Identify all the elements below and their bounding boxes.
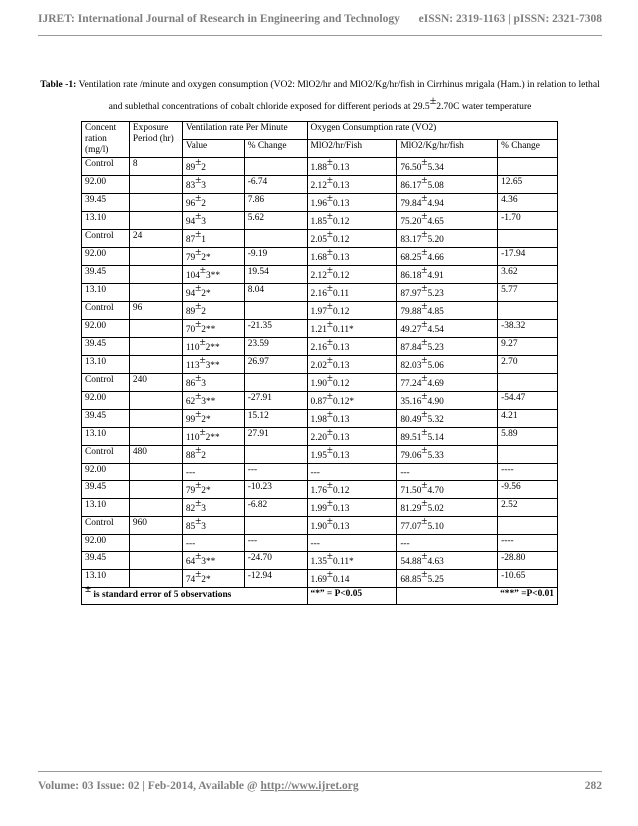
cell-concentration: 13.10 <box>82 570 130 588</box>
header-exposure: Exposure Period (hr) <box>129 122 182 158</box>
plus-minus-icon: ± <box>195 390 202 402</box>
cell-exposure <box>129 392 182 410</box>
cell-vent-change: 23.59 <box>244 338 307 356</box>
plus-minus-icon: ± <box>195 550 202 562</box>
cell-oxy-change: 3.62 <box>498 266 558 284</box>
cell-mlo2-kg: --- <box>397 535 498 552</box>
cell-concentration: Control <box>82 374 130 392</box>
header-concentration: Concent ration (mg/l) <box>82 122 130 158</box>
plus-minus-icon: ± <box>421 408 428 420</box>
cell-concentration: 92.00 <box>82 176 130 194</box>
plus-minus-icon: ± <box>326 408 333 420</box>
cell-oxy-change <box>498 446 558 464</box>
caption-text-end: 2.70C water temperature <box>436 101 532 112</box>
cell-oxy-change: 4.21 <box>498 410 558 428</box>
cell-mlo2-fish: 0.87±0.12* <box>307 392 397 410</box>
cell-exposure <box>129 464 182 481</box>
plus-minus-icon: ± <box>195 246 202 258</box>
cell-mlo2-kg: 82.03±5.06 <box>397 356 498 374</box>
cell-vent-change: -6.82 <box>244 499 307 517</box>
cell-exposure <box>129 248 182 266</box>
cell-oxy-change: ---- <box>498 535 558 552</box>
cell-vent-value: 83±3 <box>182 176 244 194</box>
plus-minus-icon: ± <box>326 192 333 204</box>
cell-concentration: Control <box>82 302 130 320</box>
cell-concentration: 92.00 <box>82 248 130 266</box>
plus-minus-icon: ± <box>421 354 428 366</box>
cell-vent-value: 94±3 <box>182 212 244 230</box>
plus-minus-icon: ± <box>199 336 206 348</box>
cell-exposure <box>129 481 182 499</box>
cell-mlo2-fish: 1.69±0.14 <box>307 570 397 588</box>
issn-text: eISSN: 2319-1163 | pISSN: 2321-7308 <box>418 13 602 25</box>
cell-vent-change: -24.70 <box>244 552 307 570</box>
cell-exposure <box>129 284 182 302</box>
plus-minus-icon: ± <box>326 479 333 491</box>
cell-mlo2-kg: 79.88±4.85 <box>397 302 498 320</box>
cell-vent-value: 110±2** <box>182 338 244 356</box>
table-caption <box>38 74 602 117</box>
plus-minus-icon: ± <box>421 568 428 580</box>
table-row <box>82 338 558 356</box>
cell-vent-value: 87±1 <box>182 230 244 248</box>
cell-concentration: 39.45 <box>82 194 130 212</box>
plus-minus-icon: ± <box>421 444 428 456</box>
header-value: Value <box>182 140 244 158</box>
cell-exposure <box>129 428 182 446</box>
note-pm <box>82 583 308 605</box>
table-row <box>82 446 558 464</box>
plus-minus-icon: ± <box>326 300 333 312</box>
plus-minus-icon: ± <box>421 336 428 348</box>
table-row <box>82 212 558 230</box>
plus-minus-icon: ± <box>421 372 428 384</box>
cell-mlo2-kg: 79.06±5.33 <box>397 446 498 464</box>
table-row <box>82 464 558 481</box>
plus-minus-icon: ± <box>326 372 333 384</box>
cell-concentration: 13.10 <box>82 499 130 517</box>
cell-vent-change: 8.04 <box>244 284 307 302</box>
footer-volume: Volume: 03 Issue: 02 | Feb-2014, Available @ http://www.ijret.org <box>38 780 359 792</box>
cell-concentration: 13.10 <box>82 284 130 302</box>
footer-rule <box>38 771 602 772</box>
cell-mlo2-kg: 68.85±5.25 <box>397 570 498 588</box>
cell-concentration: 39.45 <box>82 552 130 570</box>
cell-oxy-change: -54.47 <box>498 392 558 410</box>
plus-minus-icon: ± <box>195 444 202 456</box>
cell-mlo2-fish: 2.12±0.13 <box>307 176 397 194</box>
cell-oxy-change: 2.52 <box>498 499 558 517</box>
table-row <box>82 535 558 552</box>
note-pm-text: is standard error of 5 observations <box>91 590 232 600</box>
cell-vent-change: -6.74 <box>244 176 307 194</box>
table-row <box>82 356 558 374</box>
data-table <box>81 121 558 605</box>
cell-oxy-change <box>498 517 558 535</box>
cell-concentration: Control <box>82 446 130 464</box>
plus-minus-icon: ± <box>421 210 428 222</box>
cell-mlo2-fish: 1.98±0.13 <box>307 410 397 428</box>
cell-exposure: 480 <box>129 446 182 464</box>
header-oxygen: Oxygen Consumption rate (VO2) <box>307 122 557 140</box>
cell-oxy-change: 9.27 <box>498 338 558 356</box>
table-row <box>82 248 558 266</box>
cell-vent-change: 15.12 <box>244 410 307 428</box>
cell-vent-value: 96±2 <box>182 194 244 212</box>
cell-vent-value: 82±3 <box>182 499 244 517</box>
plus-minus-icon: ± <box>199 264 206 276</box>
plus-minus-icon: ± <box>195 497 202 509</box>
cell-concentration: 39.45 <box>82 266 130 284</box>
cell-mlo2-fish: 1.21±0.11* <box>307 320 397 338</box>
cell-vent-value: 74±2* <box>182 570 244 588</box>
cell-oxy-change: -1.70 <box>498 212 558 230</box>
cell-concentration: 92.00 <box>82 535 130 552</box>
plus-minus-icon: ± <box>199 354 206 366</box>
cell-vent-value: 70±2** <box>182 320 244 338</box>
cell-exposure <box>129 338 182 356</box>
cell-vent-change: -10.23 <box>244 481 307 499</box>
cell-vent-change: 19.54 <box>244 266 307 284</box>
cell-exposure: 240 <box>129 374 182 392</box>
cell-mlo2-kg: 76.50±5.34 <box>397 158 498 176</box>
table-row <box>82 392 558 410</box>
cell-exposure <box>129 535 182 552</box>
cell-vent-value: 94±2* <box>182 284 244 302</box>
plus-minus-icon: ± <box>195 318 202 330</box>
plus-minus-icon: ± <box>326 426 333 438</box>
plus-minus-icon: ± <box>421 228 428 240</box>
cell-mlo2-fish: 2.02±0.13 <box>307 356 397 374</box>
cell-exposure <box>129 570 182 588</box>
cell-mlo2-kg: 86.17±5.08 <box>397 176 498 194</box>
cell-oxy-change: 5.89 <box>498 428 558 446</box>
cell-exposure <box>129 194 182 212</box>
cell-exposure <box>129 320 182 338</box>
cell-vent-value: 62±3** <box>182 392 244 410</box>
cell-mlo2-fish: 2.12±0.12 <box>307 266 397 284</box>
plus-minus-icon: ± <box>326 174 333 186</box>
header-mlo2-kg: MlO2/Kg/hr/fish <box>397 140 498 158</box>
cell-mlo2-fish: 2.05±0.12 <box>307 230 397 248</box>
page-header <box>38 13 602 25</box>
cell-vent-value: 86±3 <box>182 374 244 392</box>
plus-minus-icon: ± <box>326 515 333 527</box>
cell-vent-change <box>244 446 307 464</box>
cell-oxy-change: -17.94 <box>498 248 558 266</box>
cell-oxy-change: 4.36 <box>498 194 558 212</box>
cell-concentration: 13.10 <box>82 212 130 230</box>
cell-vent-change <box>244 517 307 535</box>
plus-minus-icon: ± <box>429 93 437 107</box>
cell-oxy-change <box>498 158 558 176</box>
plus-minus-icon: ± <box>421 550 428 562</box>
cell-mlo2-kg: 77.24±4.69 <box>397 374 498 392</box>
plus-minus-icon: ± <box>421 264 428 276</box>
plus-minus-icon: ± <box>195 300 202 312</box>
cell-exposure <box>129 552 182 570</box>
cell-vent-change: -9.19 <box>244 248 307 266</box>
plus-minus-icon: ± <box>195 228 202 240</box>
plus-minus-icon: ± <box>326 354 333 366</box>
plus-minus-icon: ± <box>326 156 333 168</box>
header-rule <box>38 35 602 36</box>
caption-text: Ventilation rate /minute and oxygen consumption (VO2: MlO2/hr and MlO2/Kg/hr/fish in Cirrhinus mrigala (Ham.) in relation to lethal and sublethal concentrations of cobalt chloride exposed for different periods at 29.5 <box>76 79 600 112</box>
cell-exposure <box>129 266 182 284</box>
cell-vent-change <box>244 302 307 320</box>
header-mlo2-fish: MlO2/hr/Fish <box>307 140 397 158</box>
cell-vent-change: -21.35 <box>244 320 307 338</box>
cell-concentration: 39.45 <box>82 338 130 356</box>
plus-minus-icon: ± <box>326 497 333 509</box>
cell-vent-change <box>244 158 307 176</box>
cell-mlo2-fish: 2.16±0.11 <box>307 284 397 302</box>
cell-vent-value: 79±2* <box>182 248 244 266</box>
cell-vent-value: 89±2 <box>182 158 244 176</box>
cell-mlo2-fish: --- <box>307 464 397 481</box>
plus-minus-icon: ± <box>195 372 202 384</box>
table-row <box>82 517 558 535</box>
plus-minus-icon: ± <box>195 174 202 186</box>
plus-minus-icon: ± <box>421 156 428 168</box>
plus-minus-icon: ± <box>326 228 333 240</box>
table-row <box>82 374 558 392</box>
cell-mlo2-kg: 83.17±5.20 <box>397 230 498 248</box>
cell-mlo2-fish: 2.20±0.13 <box>307 428 397 446</box>
page-footer <box>38 780 602 792</box>
cell-mlo2-fish: 1.99±0.13 <box>307 499 397 517</box>
cell-exposure: 96 <box>129 302 182 320</box>
plus-minus-icon: ± <box>326 390 333 402</box>
cell-oxy-change <box>498 374 558 392</box>
cell-mlo2-fish: 1.35±0.11* <box>307 552 397 570</box>
plus-minus-icon: ± <box>195 192 202 204</box>
cell-exposure <box>129 499 182 517</box>
cell-exposure <box>129 212 182 230</box>
plus-minus-icon: ± <box>421 300 428 312</box>
plus-minus-icon: ± <box>326 282 333 294</box>
cell-vent-value: --- <box>182 535 244 552</box>
cell-mlo2-kg: --- <box>397 464 498 481</box>
plus-minus-icon: ± <box>421 479 428 491</box>
cell-vent-value: --- <box>182 464 244 481</box>
plus-minus-icon: ± <box>326 264 333 276</box>
table-row <box>82 176 558 194</box>
cell-mlo2-kg: 54.88±4.63 <box>397 552 498 570</box>
table-row <box>82 410 558 428</box>
cell-mlo2-fish: 1.95±0.13 <box>307 446 397 464</box>
plus-minus-icon: ± <box>85 583 92 595</box>
cell-vent-value: 88±2 <box>182 446 244 464</box>
cell-concentration: 39.45 <box>82 410 130 428</box>
cell-mlo2-fish: 1.97±0.12 <box>307 302 397 320</box>
journal-title: IJRET: International Journal of Research in Engineering and Technology <box>38 13 400 25</box>
cell-concentration: Control <box>82 158 130 176</box>
cell-exposure <box>129 410 182 428</box>
header-vent-change: % Change <box>244 140 307 158</box>
plus-minus-icon: ± <box>326 568 333 580</box>
table-row <box>82 570 558 588</box>
cell-mlo2-kg: 49.27±4.54 <box>397 320 498 338</box>
cell-exposure: 960 <box>129 517 182 535</box>
cell-mlo2-kg: 86.18±4.91 <box>397 266 498 284</box>
cell-vent-change: -27.91 <box>244 392 307 410</box>
page-number: 282 <box>584 780 602 792</box>
cell-vent-value: 99±2* <box>182 410 244 428</box>
cell-concentration: 92.00 <box>82 392 130 410</box>
table-row <box>82 302 558 320</box>
cell-oxy-change <box>498 230 558 248</box>
table-row <box>82 266 558 284</box>
plus-minus-icon: ± <box>421 515 428 527</box>
plus-minus-icon: ± <box>421 426 428 438</box>
cell-mlo2-kg: 81.29±5.02 <box>397 499 498 517</box>
cell-mlo2-fish: 1.76±0.12 <box>307 481 397 499</box>
plus-minus-icon: ± <box>195 282 202 294</box>
table-body <box>82 158 558 588</box>
cell-vent-change: -12.94 <box>244 570 307 588</box>
cell-mlo2-fish: 1.90±0.12 <box>307 374 397 392</box>
cell-mlo2-kg: 68.25±4.66 <box>397 248 498 266</box>
plus-minus-icon: ± <box>421 497 428 509</box>
cell-mlo2-kg: 87.84±5.23 <box>397 338 498 356</box>
cell-mlo2-kg: 35.16±4.90 <box>397 392 498 410</box>
plus-minus-icon: ± <box>199 426 206 438</box>
cell-vent-change <box>244 230 307 248</box>
cell-mlo2-fish: 1.88±0.13 <box>307 158 397 176</box>
table-row <box>82 428 558 446</box>
cell-concentration: 13.10 <box>82 356 130 374</box>
cell-concentration: 13.10 <box>82 428 130 446</box>
cell-oxy-change <box>498 302 558 320</box>
cell-mlo2-kg: 87.97±5.23 <box>397 284 498 302</box>
cell-mlo2-kg: 80.49±5.32 <box>397 410 498 428</box>
plus-minus-icon: ± <box>421 282 428 294</box>
cell-concentration: Control <box>82 230 130 248</box>
cell-mlo2-fish: 1.85±0.12 <box>307 212 397 230</box>
cell-mlo2-fish: 1.90±0.13 <box>307 517 397 535</box>
cell-exposure: 8 <box>129 158 182 176</box>
header-ventilation: Ventilation rate Per Minute <box>182 122 307 140</box>
cell-vent-change: 5.62 <box>244 212 307 230</box>
cell-oxy-change: -38.32 <box>498 320 558 338</box>
plus-minus-icon: ± <box>195 156 202 168</box>
cell-oxy-change: 5.77 <box>498 284 558 302</box>
plus-minus-icon: ± <box>421 246 428 258</box>
table-row <box>82 552 558 570</box>
cell-mlo2-kg: 71.50±4.70 <box>397 481 498 499</box>
plus-minus-icon: ± <box>421 390 428 402</box>
plus-minus-icon: ± <box>326 444 333 456</box>
cell-concentration: 92.00 <box>82 464 130 481</box>
plus-minus-icon: ± <box>195 408 202 420</box>
cell-oxy-change: ---- <box>498 464 558 481</box>
cell-mlo2-kg: 75.20±4.65 <box>397 212 498 230</box>
table-row <box>82 230 558 248</box>
table-row <box>82 320 558 338</box>
table-row <box>82 499 558 517</box>
cell-concentration: 92.00 <box>82 320 130 338</box>
cell-vent-value: 110±2** <box>182 428 244 446</box>
cell-vent-change: --- <box>244 464 307 481</box>
cell-mlo2-kg: 79.84±4.94 <box>397 194 498 212</box>
cell-exposure: 24 <box>129 230 182 248</box>
cell-oxy-change: -28.80 <box>498 552 558 570</box>
cell-vent-value: 85±3 <box>182 517 244 535</box>
cell-vent-change: --- <box>244 535 307 552</box>
cell-vent-value: 79±2* <box>182 481 244 499</box>
table-row <box>82 481 558 499</box>
note-single-star: “*” = P<0.05 <box>307 588 397 605</box>
cell-mlo2-kg: 89.51±5.14 <box>397 428 498 446</box>
plus-minus-icon: ± <box>421 318 428 330</box>
cell-mlo2-fish: 1.96±0.13 <box>307 194 397 212</box>
table-note-row <box>82 588 558 605</box>
plus-minus-icon: ± <box>326 318 333 330</box>
cell-oxy-change: 2.70 <box>498 356 558 374</box>
plus-minus-icon: ± <box>195 568 202 580</box>
header-oxy-change: % Change <box>498 140 558 158</box>
cell-oxy-change: -10.65 <box>498 570 558 588</box>
cell-vent-value: 113±3** <box>182 356 244 374</box>
cell-vent-value: 89±2 <box>182 302 244 320</box>
cell-exposure <box>129 356 182 374</box>
cell-exposure <box>129 176 182 194</box>
cell-vent-value: 104±3** <box>182 266 244 284</box>
cell-oxy-change: 12.65 <box>498 176 558 194</box>
plus-minus-icon: ± <box>421 174 428 186</box>
plus-minus-icon: ± <box>326 336 333 348</box>
cell-concentration: 39.45 <box>82 481 130 499</box>
plus-minus-icon: ± <box>421 192 428 204</box>
table-row <box>82 194 558 212</box>
cell-concentration: Control <box>82 517 130 535</box>
table-row <box>82 158 558 176</box>
cell-mlo2-fish: --- <box>307 535 397 552</box>
plus-minus-icon: ± <box>326 210 333 222</box>
cell-vent-change: 26.97 <box>244 356 307 374</box>
plus-minus-icon: ± <box>195 479 202 491</box>
plus-minus-icon: ± <box>195 210 202 222</box>
caption-label: Table -1: <box>40 79 77 90</box>
journal-link[interactable]: http://www.ijret.org <box>260 780 359 792</box>
plus-minus-icon: ± <box>326 246 333 258</box>
cell-vent-change <box>244 374 307 392</box>
plus-minus-icon: ± <box>326 550 333 562</box>
plus-minus-icon: ± <box>195 515 202 527</box>
table-row <box>82 284 558 302</box>
note-double-star: “**” =P<0.01 <box>397 588 558 605</box>
cell-mlo2-kg: 77.07±5.10 <box>397 517 498 535</box>
cell-mlo2-fish: 2.16±0.13 <box>307 338 397 356</box>
cell-vent-change: 7.86 <box>244 194 307 212</box>
cell-vent-change: 27.91 <box>244 428 307 446</box>
cell-vent-value: 64±3** <box>182 552 244 570</box>
cell-mlo2-fish: 1.68±0.13 <box>307 248 397 266</box>
cell-oxy-change: -9.56 <box>498 481 558 499</box>
